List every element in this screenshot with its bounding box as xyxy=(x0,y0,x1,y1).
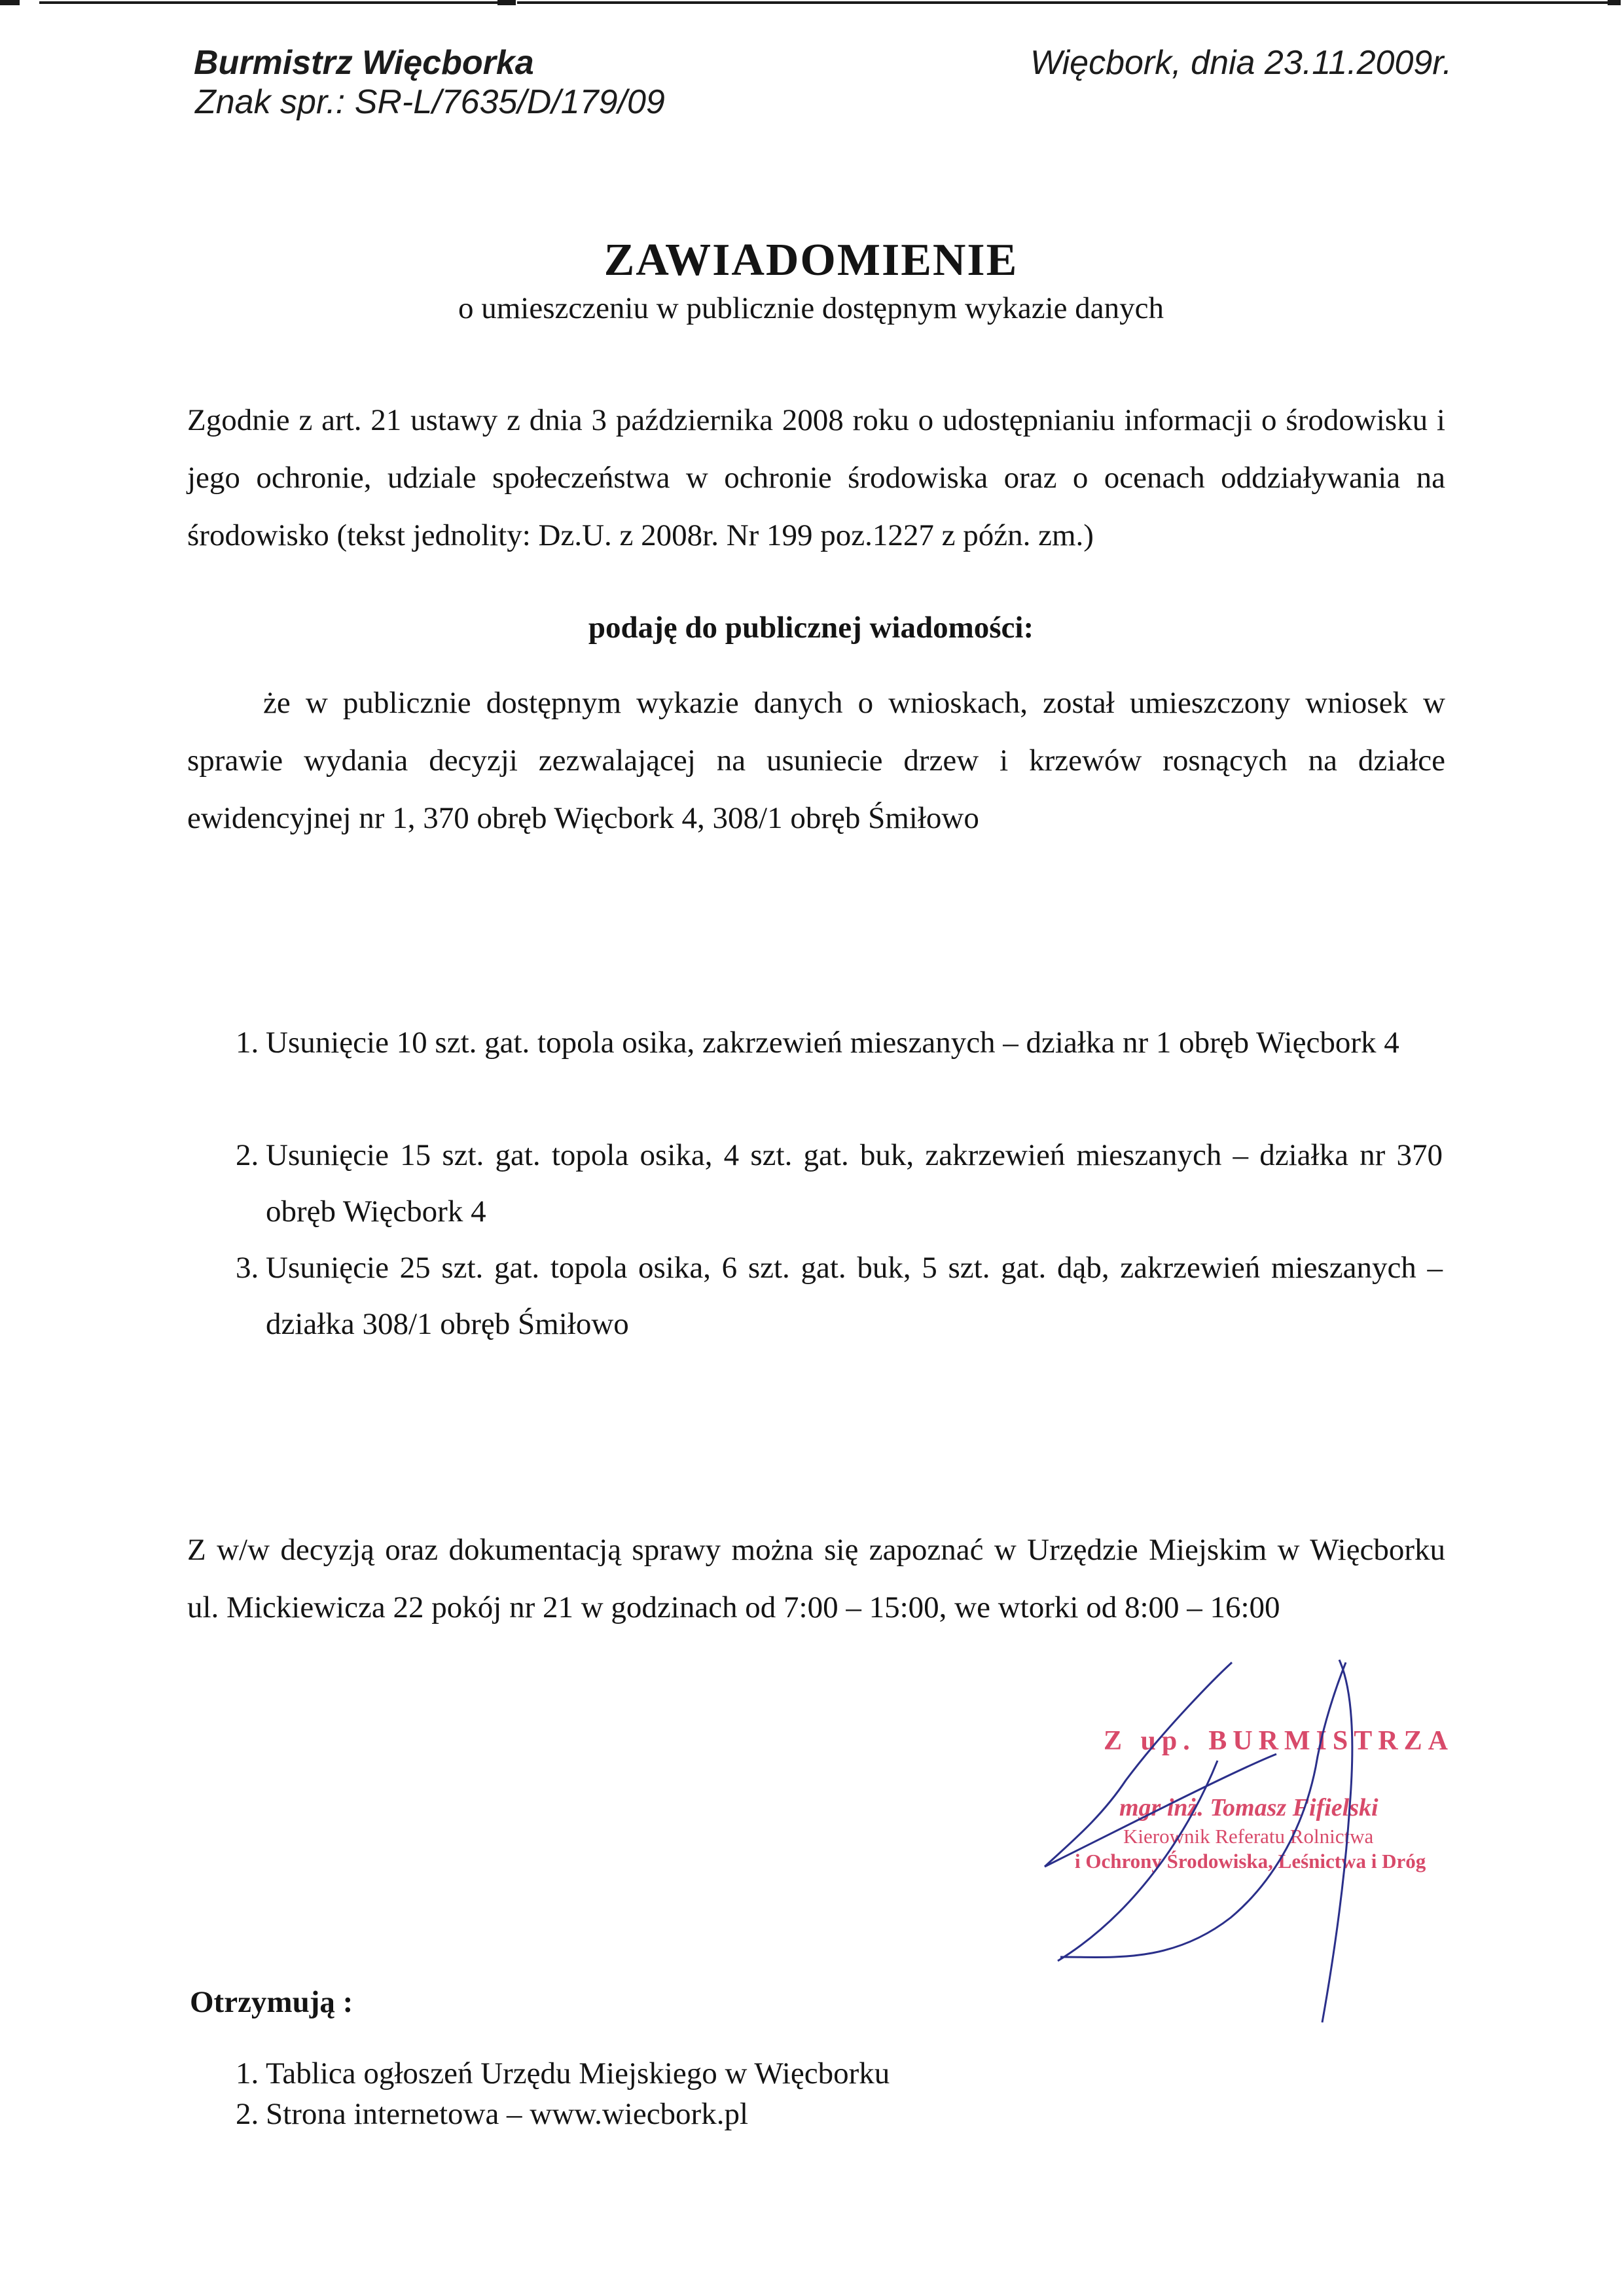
recipient-text: Strona internetowa – www.wiecbork.pl xyxy=(266,2097,749,2131)
office-name: Burmistrz Więcborka xyxy=(194,44,534,82)
reference-number: Znak spr.: SR-L/7635/D/179/09 xyxy=(195,83,665,121)
list-item-number: 2. xyxy=(236,1138,259,1172)
stamp-line-name: mgr inż. Tomasz Fifielski xyxy=(1119,1794,1379,1821)
recipient-number: 1. xyxy=(236,2056,259,2090)
stamp-line-department: i Ochrony Środowiska, Leśnictwa i Dróg xyxy=(1075,1850,1426,1873)
stamp-line-authority: Z up. BURMISTRZA xyxy=(1104,1726,1454,1756)
legal-basis-paragraph: Zgodnie z art. 21 ustawy z dnia 3 października 2008 roku o udostępnianiu informacji o środowisku i jego ochronie, udziale społeczeństwa w ochronie środowiska oraz o ocenach oddziaływania na środowisko (tekst jednolity: Dz.U. z 2008r. Nr 199 poz.1227 z późn. zm.) xyxy=(187,403,1445,552)
list-item-text: Usunięcie 15 szt. gat. topola osika, 4 szt. gat. buk, zakrzewień mieszanych – działka nr 370 obręb Więcbork 4 xyxy=(266,1138,1443,1229)
document-subtitle: o umieszczeniu w publicznie dostępnym wykazie danych xyxy=(458,291,1164,325)
announcement-heading: podaję do publicznej wiadomości: xyxy=(588,611,1034,645)
announcement-body: że w publicznie dostępnym wykazie danych o wnioskach, został umieszczony wniosek w sprawie wydania decyzji zezwalającej na usuniecie drzew i krzewów rosnących na działce ewidencyjnej nr 1, 370 obręb Więcbork 4, 308/1 obręb Śmiłowo xyxy=(187,686,1445,835)
recipients-heading: Otrzymują : xyxy=(190,1985,353,2019)
list-item-number: 3. xyxy=(236,1251,259,1285)
stamp-line-position: Kierownik Referatu Rolnictwa xyxy=(1123,1825,1374,1848)
list-item-text: Usunięcie 10 szt. gat. topola osika, zakrzewień mieszanych – działka nr 1 obręb Więcbork 4 xyxy=(266,1026,1399,1060)
list-item-text: Usunięcie 25 szt. gat. topola osika, 6 szt. gat. buk, 5 szt. gat. dąb, zakrzewień mieszanych – działka 308/1 obręb Śmiłowo xyxy=(266,1251,1443,1341)
list-item-number: 1. xyxy=(236,1026,259,1060)
place-date: Więcbork, dnia 23.11.2009r. xyxy=(1030,44,1452,82)
recipient-text: Tablica ogłoszeń Urzędu Miejskiego w Więcborku xyxy=(266,2056,890,2090)
recipient-number: 2. xyxy=(236,2097,259,2131)
info-paragraph: Z w/w decyzją oraz dokumentacją sprawy można się zapoznać w Urzędzie Miejskim w Więcborku ul. Mickiewicza 22 pokój nr 21 w godzinach od 7:00 – 15:00, we wtorki od 8:00 – 16:00 xyxy=(187,1533,1445,1624)
document-title: ZAWIADOMIENIE xyxy=(604,235,1018,285)
